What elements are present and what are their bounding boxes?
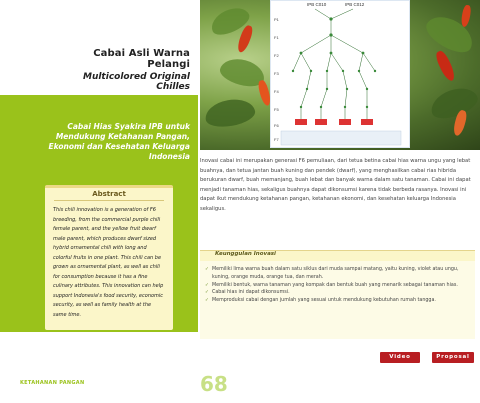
check-icon: ✓ xyxy=(205,267,209,272)
chili-fruit xyxy=(434,49,457,83)
generation-label: F6 xyxy=(274,123,279,128)
intro-paragraph: Inovasi cabai ini merupakan generasi F6 pemuliaan, dari tetua betina cabai hias warna ungu yang lebat buahnya, dan tetua jantan buah kuning dan pendek (dwarf), yang menghasilkan cabai rias hibrida berukuran dwarf, buah memanjang, buah lebat dan banyak warna dalam satu tanaman. Cabai ini dapat menjadi tanaman hias, sekaligus buahnya dapat dikonsumsi karena tidak berbeda rasanya. Inovasi ini dapat ikut mendukung ketahanan pangan, ketahanan ekonomi, dan kesehatan keluarga Indonesia sekaligus. xyxy=(200,158,471,212)
keunggulan-list xyxy=(205,266,473,305)
check-icon: ✓ xyxy=(205,282,209,288)
generation-label: F2 xyxy=(274,53,279,58)
check-icon: ✓ xyxy=(205,290,209,296)
list-item xyxy=(205,282,473,290)
generation-label: P1 xyxy=(274,17,279,22)
page-number: 68 xyxy=(200,372,228,396)
list-item xyxy=(205,297,473,305)
generation-label: F7 xyxy=(274,137,279,142)
breeding-diagram xyxy=(270,0,410,148)
pedigree-tree xyxy=(271,1,411,149)
list-item-text: Memproduksi cabai dengan jumlah yang sesuai untuk mendukung kebutuhan rumah tangga. xyxy=(212,298,436,304)
generation-label: F5 xyxy=(274,107,279,112)
generation-label: F3 xyxy=(274,71,279,76)
abstract-title: Abstract xyxy=(92,190,126,198)
list-item-text: Cabai hias ini dapat dikonsumsi. xyxy=(212,290,290,296)
page-title: Cabai Asli Warna Pelangi xyxy=(93,48,190,70)
keunggulan-title: Keunggulan Inovasi xyxy=(215,251,276,257)
leaf-shape xyxy=(203,96,257,130)
leaf-shape xyxy=(427,83,480,124)
green-heading: Cabai Hias Syakira IPB untuk Mendukung Ketahanan Pangan, Ekonomi dan Kesehatan Keluarga Indonesia xyxy=(48,122,190,161)
video-button[interactable]: Video xyxy=(380,352,420,363)
proposal-button[interactable]: Proposal xyxy=(432,352,474,363)
abstract-text: This chili innovation is a generation of F6 breeding, from the commercial purple chili female parent, and the yellow fruit dwarf male parent, which produces dwarf sized hybrid ornamental chili with long and colorful fruits in one plant. This chili can be grown as ornamental plant, as well as chili for consumption because it has a fine culinary attributes. This innovation can help support Indonesia's food security, economic security, as well as family health at the same time. xyxy=(53,207,164,318)
list-item-text: Memiliki bentuk, warna tanaman yang kompak dan bentuk buah yang menarik sebagai tanaman hias. xyxy=(212,282,458,288)
parent-label: IPB C010 xyxy=(307,2,327,7)
title-block xyxy=(50,48,190,92)
footer-category: KETAHANAN PANGAN xyxy=(20,380,85,386)
generation-label: F1 xyxy=(274,35,279,40)
list-item-text: Memiliki lima warna buah dalam satu siklus dari muda sampai matang, yaitu kuning, violet atau ungu, kuning, orange muda, orange tua, dan merah. xyxy=(212,267,459,280)
generation-label: F4 xyxy=(274,89,279,94)
parent-label: IPB C012 xyxy=(345,2,365,7)
check-icon: ✓ xyxy=(205,298,209,304)
abstract-box xyxy=(45,185,173,330)
list-item xyxy=(205,289,473,297)
page-subtitle: Multicolored Original Chilles xyxy=(82,72,190,92)
leaf-shape xyxy=(421,9,478,58)
chili-fruit xyxy=(460,4,472,27)
list-item xyxy=(205,266,473,282)
